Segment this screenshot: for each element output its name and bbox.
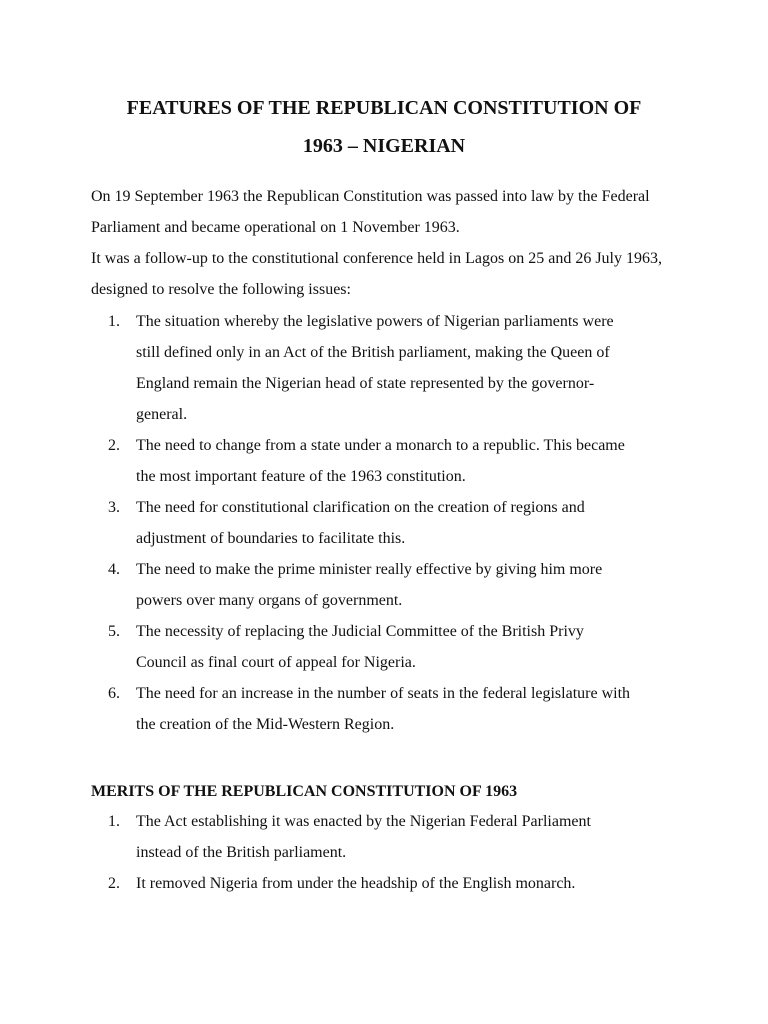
merits-heading: MERITS OF THE REPUBLICAN CONSTITUTION OF 1963 — [91, 783, 518, 800]
list-item-text: The situation whereby the legislative powers of Nigerian parliaments were still defined only in an Act of the British parliament, making the Queen of England remain the Nigerian head of state represented by the governor-general. — [136, 313, 614, 423]
intro-sentence-1: On 19 September 1963 the Republican Constitution was passed into law by the Federal Parliament and became operational on 1 November 1963. — [91, 188, 650, 236]
features-list — [0, 306, 636, 740]
intro-paragraph — [91, 181, 711, 305]
list-item — [0, 868, 636, 899]
list-item-text: The need for constitutional clarification on the creation of regions and adjustment of boundaries to facilitate this. — [136, 499, 585, 547]
document-title-line-1: FEATURES OF THE REPUBLICAN CONSTITUTION OF — [126, 97, 642, 119]
list-item — [0, 806, 636, 868]
list-item-number: 5. — [108, 623, 120, 640]
list-item-number: 2. — [108, 437, 120, 454]
document-title-line-2: 1963 – NIGERIAN — [302, 135, 466, 157]
list-item-number: 1. — [108, 313, 120, 330]
list-item-number: 2. — [108, 875, 120, 892]
list-item — [0, 554, 636, 616]
list-item — [0, 306, 636, 430]
list-item-text: The need to make the prime minister really effective by giving him more powers over many organs of government. — [136, 561, 603, 609]
list-item-number: 3. — [108, 499, 120, 516]
list-item-text: It removed Nigeria from under the headship of the English monarch. — [136, 875, 576, 892]
list-item-number: 6. — [108, 685, 120, 702]
merits-list — [0, 806, 636, 899]
list-item — [0, 616, 636, 678]
list-item-text: The need for an increase in the number of seats in the federal legislature with the creation of the Mid-Western Region. — [136, 685, 631, 733]
list-item — [0, 678, 636, 740]
list-item-number: 1. — [108, 813, 120, 830]
list-item-text: The Act establishing it was enacted by the Nigerian Federal Parliament instead of the British parliament. — [136, 813, 591, 861]
list-item-number: 4. — [108, 561, 120, 578]
list-item — [0, 430, 636, 492]
intro-sentence-2: It was a follow-up to the constitutional conference held in Lagos on 25 and 26 July 1963, designed to resolve the following issues: — [91, 250, 662, 298]
list-item-text: The necessity of replacing the Judicial Committee of the British Privy Council as final court of appeal for Nigeria. — [136, 623, 584, 671]
list-item — [0, 492, 636, 554]
list-item-text: The need to change from a state under a monarch to a republic. This became the most important feature of the 1963 constitution. — [136, 437, 625, 485]
